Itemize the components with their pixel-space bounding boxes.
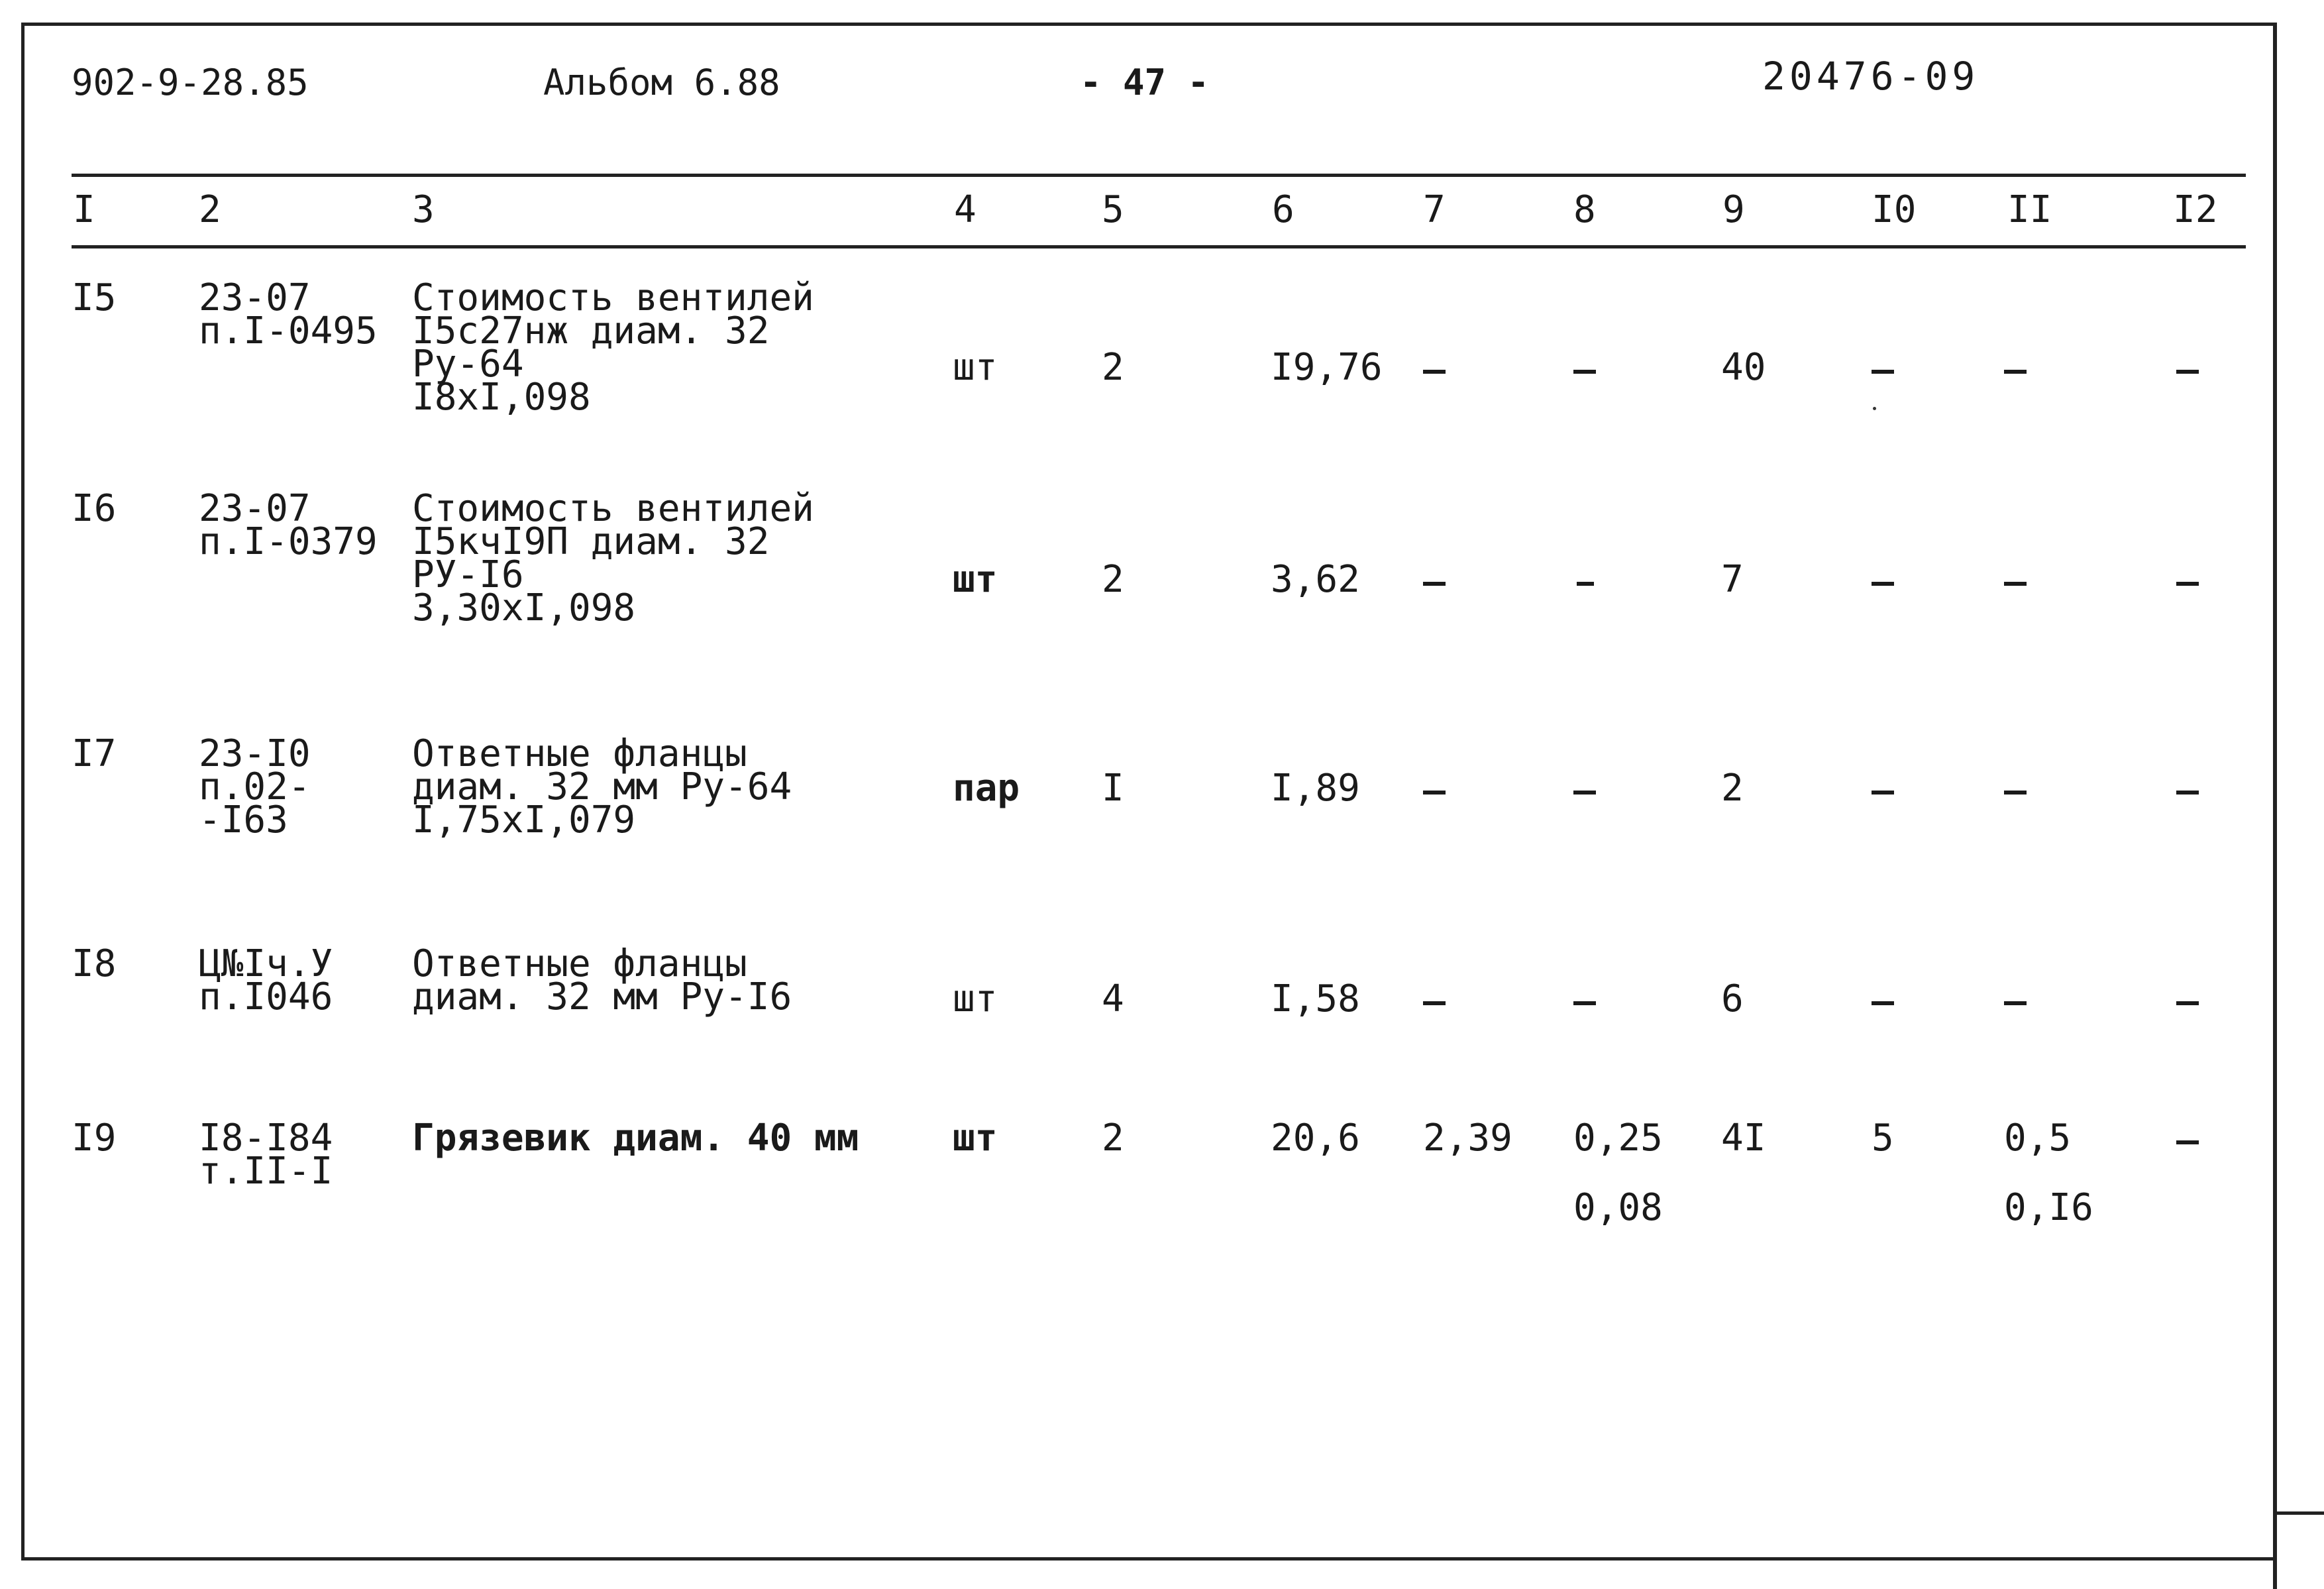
col-header-11: II: [2007, 188, 2052, 231]
item-description: Стоимость вентилей I5кчI9П диам. 32 РУ-I6 3,30хI,098: [412, 487, 814, 630]
empty-cell-dash: [1573, 370, 1596, 374]
empty-cell-dash: [1872, 791, 1894, 794]
empty-cell-dash: [1872, 1001, 1894, 1005]
column-9-value: 40: [1721, 346, 1766, 389]
col-header-6: 6: [1272, 188, 1294, 231]
unit-of-measure: шт: [953, 346, 998, 389]
price-reference: 23-I0 п.02- -I63: [199, 732, 311, 842]
col-header-8: 8: [1573, 188, 1596, 231]
page-frame: [21, 23, 2277, 1561]
header-top-rule: [72, 174, 2246, 177]
empty-cell-dash: [1872, 582, 1894, 586]
col-header-2: 2: [199, 188, 221, 231]
unit-cost: 3,62: [1271, 558, 1360, 601]
col-header-7: 7: [1423, 188, 1446, 231]
quantity: I: [1102, 767, 1124, 810]
item-description: Грязевик диам. 40 мм: [412, 1117, 859, 1160]
column-7-value: 2,39: [1423, 1117, 1512, 1160]
column-8-value: 0,25: [1573, 1117, 1663, 1160]
empty-cell-dash: [2176, 1140, 2199, 1144]
col-header-5: 5: [1102, 188, 1124, 231]
unit-of-measure: шт: [953, 558, 998, 601]
column-11-subvalue: 0,I6: [2004, 1186, 2093, 1229]
empty-cell-dash: [2004, 1001, 2027, 1005]
empty-cell-dash: [1573, 791, 1596, 794]
column-8-subvalue: 0,08: [1573, 1186, 1663, 1229]
row-number: I7: [72, 732, 117, 775]
row-number: I8: [72, 942, 117, 985]
doc-number: 20476-09: [1762, 54, 1980, 99]
item-description: Стоимость вентилей I5с27нж диам. 32 Ру-64 I8хI,098: [412, 276, 814, 419]
empty-cell-dash: [2176, 1001, 2199, 1005]
price-reference: 23-07 п.I-0495: [199, 276, 378, 353]
empty-cell-dash: [2004, 791, 2027, 794]
quantity: 2: [1102, 346, 1124, 389]
unit-cost: I9,76: [1271, 346, 1383, 389]
empty-cell-dash: [1423, 582, 1446, 586]
album-label: Альбом 6.88: [543, 62, 780, 103]
frame-edge: [2273, 1561, 2277, 1589]
item-description: Ответные фланцы диам. 32 мм Ру-I6: [412, 942, 792, 1018]
margin-tick: [2277, 1511, 2324, 1515]
row-number: I9: [72, 1117, 117, 1160]
empty-cell-dash: [2176, 582, 2199, 586]
col-header-3: 3: [412, 188, 435, 231]
unit-of-measure: шт: [953, 977, 998, 1020]
quantity: 4: [1102, 977, 1124, 1020]
empty-cell-dash: [1573, 1001, 1596, 1005]
col-header-10: I0: [1872, 188, 1917, 231]
empty-cell-dash: [1423, 370, 1446, 374]
row-number: I5: [72, 276, 117, 319]
unit-cost: 20,6: [1271, 1117, 1360, 1160]
speck: [1873, 407, 1876, 410]
empty-cell-dash: [1423, 791, 1446, 794]
doc-code: 902-9-28.85: [72, 62, 309, 103]
col-header-9: 9: [1722, 188, 1745, 231]
price-reference: Ц№Iч.У п.I046: [199, 942, 333, 1018]
quantity: 2: [1102, 1117, 1124, 1160]
price-reference: I8-I84 т.II-I: [199, 1117, 333, 1193]
col-header-4: 4: [954, 188, 977, 231]
column-11-value: 0,5: [2004, 1117, 2072, 1160]
item-description: Ответные фланцы диам. 32 мм Ру-64 I,75хI,079: [412, 732, 792, 842]
header-bottom-rule: [72, 245, 2246, 248]
col-header-12: I2: [2173, 188, 2218, 231]
row-number: I6: [72, 487, 117, 530]
empty-cell-dash: [2004, 582, 2027, 586]
unit-of-measure: пар: [953, 767, 1020, 810]
col-header-1: I: [73, 188, 95, 231]
unit-cost: I,58: [1271, 977, 1360, 1020]
empty-cell-dash: [1423, 1001, 1446, 1005]
empty-cell-dash: [2176, 370, 2199, 374]
page-number: - 47 -: [1080, 62, 1210, 103]
empty-cell-dash: [1577, 582, 1594, 586]
column-9-value: 7: [1721, 558, 1744, 601]
column-9-value: 2: [1721, 767, 1744, 810]
empty-cell-dash: [2004, 370, 2027, 374]
column-10-value: 5: [1872, 1117, 1894, 1160]
unit-of-measure: шт: [953, 1117, 998, 1160]
empty-cell-dash: [1872, 370, 1894, 374]
empty-cell-dash: [2176, 791, 2199, 794]
unit-cost: I,89: [1271, 767, 1360, 810]
quantity: 2: [1102, 558, 1124, 601]
column-9-value: 6: [1721, 977, 1744, 1020]
column-9-value: 4I: [1721, 1117, 1766, 1160]
price-reference: 23-07 п.I-0379: [199, 487, 378, 563]
